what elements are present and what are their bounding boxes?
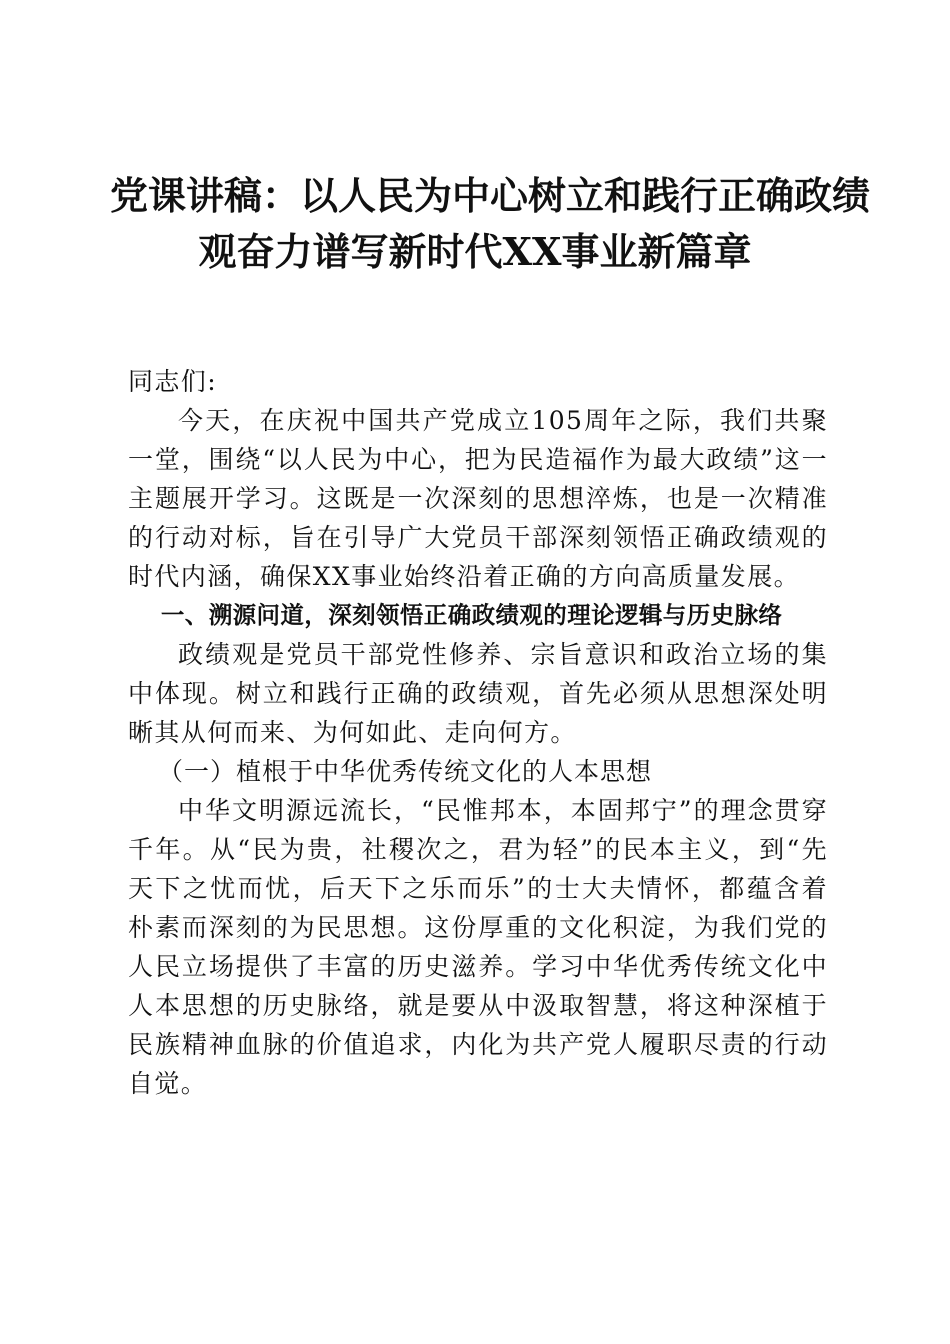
intro-paragraph: 今天，在庆祝中国共产党成立105周年之际，我们共聚一堂，围绕“以人民为中心，把为民造福作为最大政绩”这一主题展开学习。这既是一次深刻的思想淬炼，也是一次精准的行动对标，旨在引导广大党员干部深刻领悟正确政绩观的时代内涵，确保XX事业始终沿着正确的方向高质量发展。: [128, 406, 828, 591]
section-1-paragraph: 政绩观是党员干部党性修养、宗旨意识和政治立场的集中体现。树立和践行正确的政绩观，首先必须从思想深处明晰其从何而来、为何如此、走向何方。: [128, 640, 828, 747]
title-line-2: 观奋力谱写新时代XX事业新篇章: [198, 229, 752, 274]
section-heading-1: 一、溯源问道，深刻领悟正确政绩观的理论逻辑与历史脉络: [160, 601, 783, 629]
document-title: [110, 168, 871, 280]
subsection-1-paragraph: 中华文明源远流长，“民惟邦本，本固邦宁”的理念贯穿千年。从“民为贵，社稷次之，君为轻”的民本主义，到“先天下之忧而忧，后天下之乐而乐”的士大夫情怀，都蕴含着朴素而深刻的为民思想。这份厚重的文化积淀，为我们党的人民立场提供了丰富的历史滋养。学习中华优秀传统文化中人本思想的历史脉络，就是要从中汲取智慧，将这种深植于民族精神血脉的价值追求，内化为共产党人履职尽责的行动自觉。: [128, 796, 828, 1098]
document-body: [128, 362, 828, 1103]
title-line-1: 党课讲稿：以人民为中心树立和践行正确政绩: [110, 173, 871, 218]
subsection-heading-1: （一）植根于中华优秀传统文化的人本思想: [158, 757, 653, 786]
salutation: 同志们:: [128, 367, 218, 396]
